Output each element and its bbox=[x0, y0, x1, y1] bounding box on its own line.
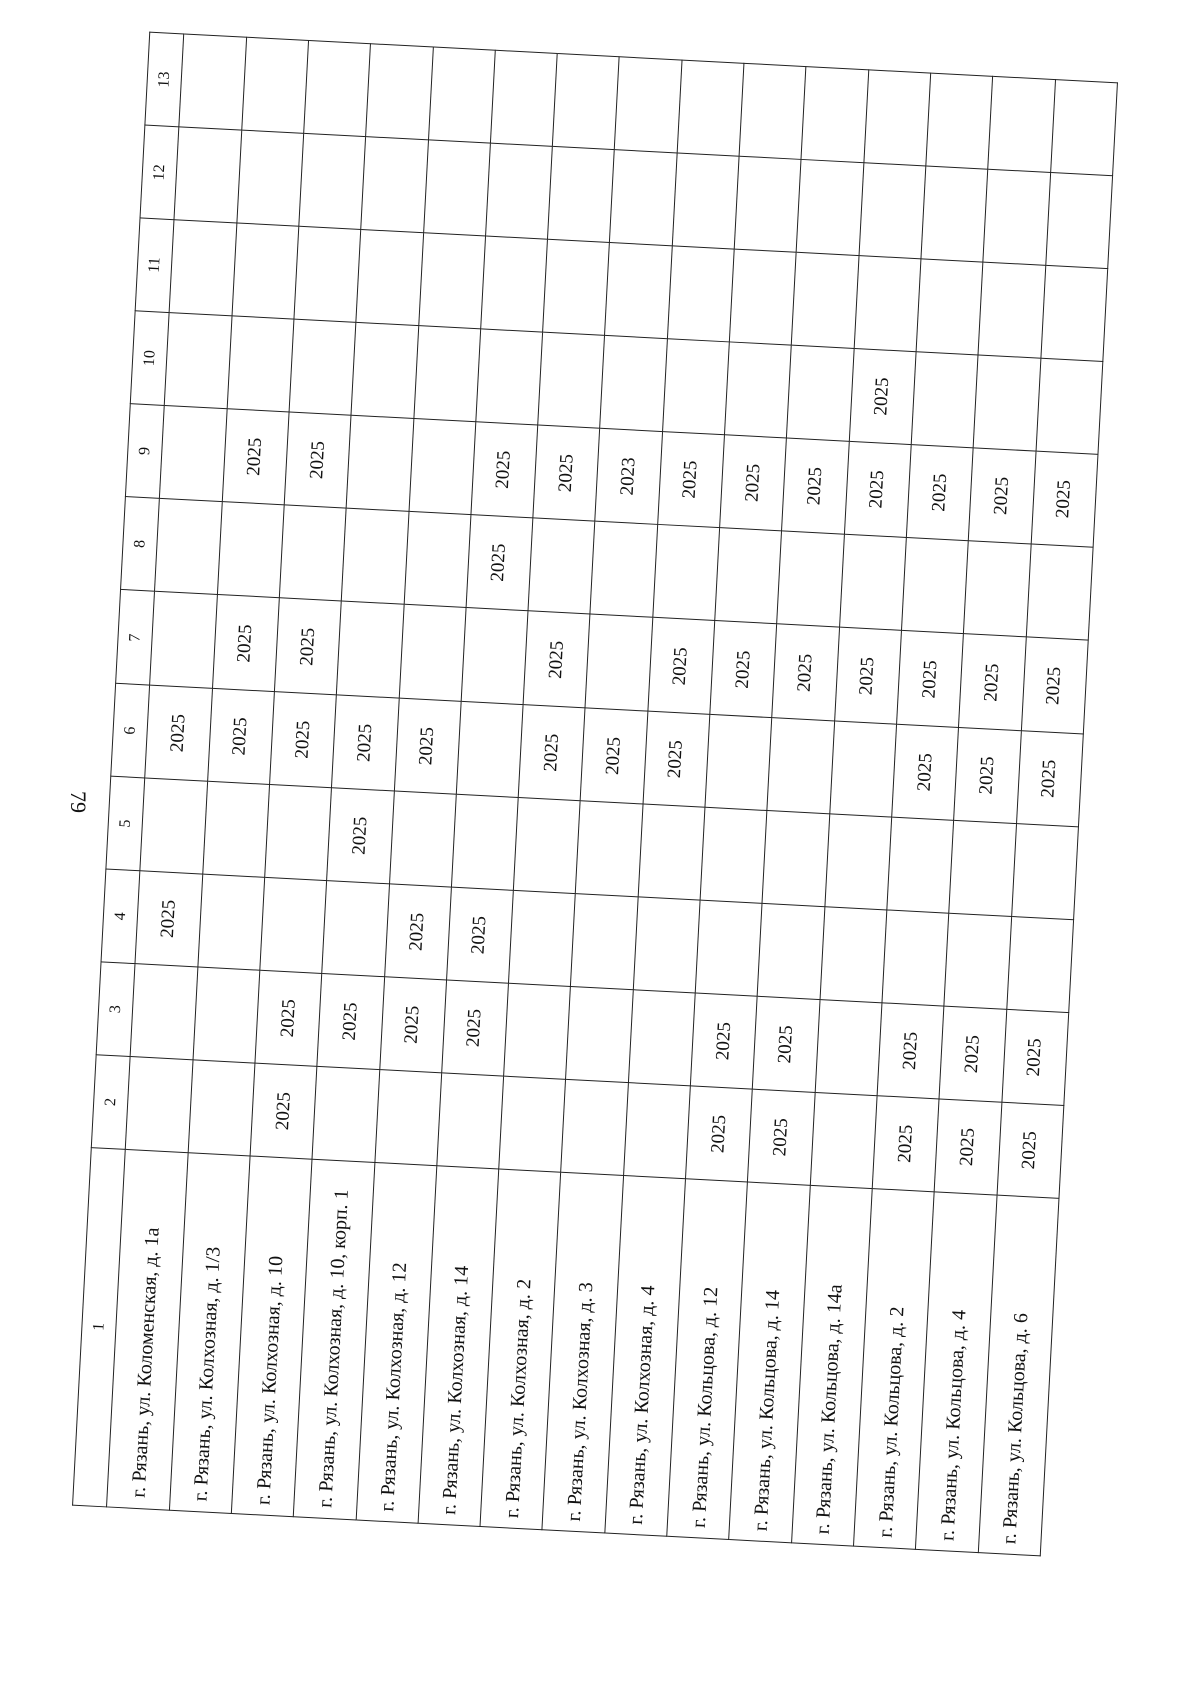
year-cell bbox=[600, 336, 667, 432]
year-cell bbox=[361, 137, 428, 233]
table-row bbox=[73, 1148, 1059, 1556]
column-header-cell bbox=[121, 497, 160, 592]
year-cell bbox=[1045, 173, 1112, 269]
address-text: г. Рязань, ул. Колхозная, д. 10 bbox=[251, 1254, 287, 1506]
year-cell bbox=[374, 1069, 441, 1165]
year-cell bbox=[571, 893, 638, 989]
year-cell bbox=[552, 54, 619, 150]
year-cell bbox=[767, 717, 834, 813]
year-cell bbox=[968, 448, 1035, 544]
year-cell bbox=[844, 442, 911, 538]
year-value: 2025 bbox=[664, 739, 688, 779]
year-cell bbox=[399, 605, 466, 701]
year-cell bbox=[212, 595, 279, 691]
year-value: 2025 bbox=[544, 639, 568, 679]
column-number: 12 bbox=[150, 164, 169, 181]
year-cell bbox=[255, 970, 322, 1066]
year-value: 2025 bbox=[960, 1034, 984, 1074]
year-value: 2025 bbox=[918, 659, 942, 699]
year-value: 2025 bbox=[602, 735, 626, 776]
year-cell bbox=[677, 60, 744, 156]
year-cell bbox=[232, 223, 299, 319]
year-cell bbox=[289, 319, 356, 415]
year-cell bbox=[872, 1096, 939, 1192]
year-cell bbox=[165, 313, 232, 409]
year-cell bbox=[615, 57, 682, 153]
year-cell bbox=[710, 621, 777, 717]
year-cell bbox=[260, 877, 327, 973]
year-cell bbox=[265, 784, 332, 880]
year-cell bbox=[997, 1102, 1064, 1198]
column-number: 8 bbox=[130, 539, 149, 549]
column-header-cell bbox=[135, 218, 174, 313]
address-text: г. Рязань, ул. Кольцова, д. 6 bbox=[998, 1312, 1033, 1545]
year-cell bbox=[887, 817, 954, 913]
address-text: г. Рязань, ул. Коломенская, д. 1а bbox=[127, 1227, 164, 1499]
year-cell bbox=[959, 634, 1026, 730]
year-cell bbox=[169, 220, 236, 316]
year-cell bbox=[126, 1056, 193, 1152]
year-cell bbox=[332, 694, 399, 790]
year-cell bbox=[274, 598, 341, 694]
year-value: 2025 bbox=[1018, 1130, 1042, 1170]
year-cell bbox=[739, 63, 806, 159]
year-cell bbox=[538, 332, 605, 428]
year-value: 2025 bbox=[353, 722, 377, 762]
year-cell bbox=[456, 701, 523, 797]
year-value: 2025 bbox=[415, 726, 439, 766]
year-cell bbox=[428, 47, 495, 143]
column-number: 6 bbox=[121, 725, 139, 735]
year-value: 2025 bbox=[554, 453, 578, 493]
year-cell bbox=[916, 259, 983, 355]
year-cell bbox=[1050, 80, 1117, 176]
year-value: 2023 bbox=[616, 457, 640, 497]
year-value: 2025 bbox=[156, 899, 180, 939]
year-cell bbox=[217, 502, 284, 598]
year-cell bbox=[227, 316, 294, 412]
year-value: 2025 bbox=[898, 1031, 922, 1071]
year-cell bbox=[404, 512, 471, 608]
year-cell bbox=[672, 153, 739, 249]
year-cell bbox=[135, 871, 202, 967]
year-cell bbox=[341, 508, 408, 604]
year-cell bbox=[690, 993, 757, 1089]
year-cell bbox=[896, 631, 963, 727]
year-cell bbox=[605, 243, 672, 339]
year-cell bbox=[983, 169, 1050, 265]
year-value: 2025 bbox=[913, 752, 937, 792]
table-container bbox=[72, 32, 1118, 1557]
year-cell bbox=[906, 445, 973, 541]
year-cell bbox=[944, 913, 1011, 1009]
column-header-cell bbox=[140, 125, 179, 220]
year-cell bbox=[729, 249, 796, 345]
year-value: 2025 bbox=[467, 915, 491, 955]
address-text: г. Рязань, ул. Кольцова, д. 2 bbox=[874, 1305, 909, 1538]
year-cell bbox=[648, 618, 715, 714]
year-value: 2025 bbox=[271, 1091, 295, 1131]
year-cell bbox=[140, 778, 207, 874]
year-value: 2025 bbox=[769, 1117, 793, 1157]
column-number: 4 bbox=[111, 911, 129, 921]
year-value: 2025 bbox=[487, 543, 511, 583]
year-cell bbox=[926, 73, 993, 169]
year-cell bbox=[446, 887, 513, 983]
year-value: 2025 bbox=[338, 1001, 362, 1041]
year-cell bbox=[351, 323, 418, 419]
year-cell bbox=[782, 438, 849, 534]
year-cell bbox=[379, 976, 446, 1072]
year-value: 2025 bbox=[1052, 479, 1076, 519]
year-cell bbox=[389, 791, 456, 887]
year-cell bbox=[509, 890, 576, 986]
year-cell bbox=[451, 794, 518, 890]
year-cell bbox=[299, 133, 366, 229]
column-header-cell bbox=[111, 683, 150, 778]
year-cell bbox=[1026, 544, 1093, 640]
year-cell bbox=[523, 611, 590, 707]
year-cell bbox=[834, 628, 901, 724]
year-value: 2025 bbox=[305, 440, 329, 480]
year-cell bbox=[1036, 358, 1103, 454]
year-cell bbox=[1006, 916, 1073, 1012]
year-cell bbox=[241, 37, 308, 133]
year-cell bbox=[810, 1092, 877, 1188]
year-cell bbox=[490, 50, 557, 146]
year-cell bbox=[815, 999, 882, 1095]
year-cell bbox=[705, 714, 772, 810]
year-cell bbox=[317, 973, 384, 1069]
year-cell bbox=[748, 1089, 815, 1185]
year-cell bbox=[792, 252, 859, 348]
year-cell bbox=[312, 1066, 379, 1162]
year-cell bbox=[901, 538, 968, 634]
year-cell bbox=[581, 707, 648, 803]
year-cell bbox=[772, 624, 839, 720]
year-cell bbox=[485, 143, 552, 239]
year-value: 2025 bbox=[166, 713, 190, 753]
year-value: 2025 bbox=[400, 1005, 424, 1045]
year-cell bbox=[504, 983, 571, 1079]
year-cell bbox=[934, 1099, 1001, 1195]
year-cell bbox=[734, 156, 801, 252]
year-value: 2025 bbox=[711, 1021, 735, 1061]
year-value: 2025 bbox=[927, 473, 951, 513]
year-cell bbox=[322, 880, 389, 976]
page-number: 79 bbox=[66, 791, 91, 813]
year-cell bbox=[155, 499, 222, 595]
year-cell bbox=[327, 787, 394, 883]
year-value: 2025 bbox=[405, 912, 429, 952]
year-cell bbox=[724, 342, 791, 438]
year-cell bbox=[695, 900, 762, 996]
year-value: 2025 bbox=[865, 470, 889, 510]
year-cell bbox=[757, 903, 824, 999]
address-text: г. Рязань, ул. Кольцова, д. 4 bbox=[936, 1308, 971, 1542]
year-cell bbox=[777, 531, 844, 627]
year-cell bbox=[150, 592, 217, 688]
year-cell bbox=[202, 781, 269, 877]
year-cell bbox=[466, 515, 533, 611]
year-value: 2025 bbox=[855, 656, 879, 696]
year-cell bbox=[423, 140, 490, 236]
year-cell bbox=[796, 160, 863, 256]
year-value: 2025 bbox=[291, 719, 315, 759]
year-value: 2025 bbox=[228, 716, 252, 756]
year-cell bbox=[179, 34, 246, 130]
column-number: 7 bbox=[126, 632, 144, 642]
year-cell bbox=[720, 435, 787, 531]
year-cell bbox=[859, 163, 926, 259]
year-value: 2025 bbox=[295, 626, 319, 666]
column-number: 1 bbox=[89, 1322, 108, 1332]
year-cell bbox=[1011, 823, 1078, 919]
year-cell bbox=[528, 518, 595, 614]
year-cell bbox=[864, 70, 931, 166]
year-cell bbox=[222, 409, 289, 505]
year-value: 2025 bbox=[774, 1024, 798, 1064]
year-cell bbox=[499, 1076, 566, 1172]
column-header-cell bbox=[145, 32, 184, 127]
year-value: 2025 bbox=[893, 1124, 917, 1164]
year-cell bbox=[250, 1063, 317, 1159]
year-value: 2025 bbox=[980, 662, 1004, 702]
year-value: 2025 bbox=[348, 815, 372, 855]
year-cell bbox=[839, 535, 906, 631]
year-cell bbox=[270, 691, 337, 787]
year-cell bbox=[653, 525, 720, 621]
year-cell bbox=[686, 1086, 753, 1182]
year-cell bbox=[356, 230, 423, 326]
year-value: 2025 bbox=[1042, 665, 1066, 705]
column-number: 3 bbox=[106, 1004, 124, 1014]
year-cell bbox=[973, 355, 1040, 451]
year-cell bbox=[346, 416, 413, 512]
address-text: г. Рязань, ул. Кольцова, д. 14а bbox=[811, 1283, 847, 1535]
column-number: 9 bbox=[135, 446, 154, 456]
year-cell bbox=[284, 412, 351, 508]
year-cell bbox=[877, 1003, 944, 1099]
year-value: 2025 bbox=[803, 466, 827, 506]
year-value: 2025 bbox=[463, 1008, 487, 1048]
year-value: 2025 bbox=[669, 646, 693, 686]
year-cell bbox=[939, 1006, 1006, 1102]
year-cell bbox=[481, 236, 548, 332]
year-cell bbox=[237, 130, 304, 226]
year-cell bbox=[988, 76, 1055, 172]
year-cell bbox=[461, 608, 528, 704]
address-text: г. Рязань, ул. Колхозная, д. 3 bbox=[563, 1281, 598, 1522]
year-cell bbox=[279, 505, 346, 601]
year-cell bbox=[1016, 730, 1083, 826]
year-cell bbox=[337, 601, 404, 697]
year-cell bbox=[304, 40, 371, 136]
year-cell bbox=[1040, 265, 1107, 361]
column-number: 10 bbox=[140, 349, 159, 367]
year-cell bbox=[174, 127, 241, 223]
column-header-cell bbox=[130, 311, 169, 406]
year-cell bbox=[638, 804, 705, 900]
year-cell bbox=[1021, 637, 1088, 733]
year-cell bbox=[610, 150, 677, 246]
year-cell bbox=[978, 262, 1045, 358]
year-cell bbox=[193, 967, 260, 1063]
year-cell bbox=[882, 910, 949, 1006]
year-cell bbox=[954, 727, 1021, 823]
column-number: 2 bbox=[101, 1097, 120, 1107]
year-cell bbox=[548, 146, 615, 242]
address-text: г. Рязань, ул. Колхозная, д. 1/3 bbox=[189, 1246, 226, 1502]
year-cell bbox=[566, 986, 633, 1082]
year-cell bbox=[921, 166, 988, 262]
year-value: 2025 bbox=[975, 755, 999, 795]
address-text: г. Рязань, ул. Колхозная, д. 2 bbox=[500, 1278, 536, 1519]
address-text: г. Рязань, ул. Колхозная, д. 14 bbox=[438, 1264, 474, 1515]
year-cell bbox=[911, 352, 978, 448]
year-cell bbox=[787, 345, 854, 441]
year-cell bbox=[667, 246, 734, 342]
year-cell bbox=[207, 688, 274, 784]
year-cell bbox=[409, 419, 476, 515]
year-cell bbox=[662, 339, 729, 435]
year-value: 2025 bbox=[707, 1114, 731, 1154]
year-cell bbox=[576, 800, 643, 896]
year-value: 2025 bbox=[492, 450, 516, 490]
year-cell bbox=[130, 963, 197, 1059]
year-cell bbox=[471, 422, 538, 518]
year-cell bbox=[1031, 451, 1098, 547]
year-cell bbox=[595, 429, 662, 525]
year-cell bbox=[418, 233, 485, 329]
year-cell bbox=[518, 704, 585, 800]
year-cell bbox=[160, 406, 227, 502]
year-cell bbox=[198, 874, 265, 970]
year-cell bbox=[628, 990, 695, 1086]
column-header-cell bbox=[96, 962, 135, 1057]
year-cell bbox=[366, 44, 433, 140]
address-text: г. Рязань, ул. Колхозная, д. 10, корп. 1 bbox=[314, 1188, 353, 1509]
year-value: 2025 bbox=[243, 437, 267, 477]
year-value: 2025 bbox=[741, 463, 765, 503]
year-cell bbox=[820, 906, 887, 1002]
address-text: г. Рязань, ул. Колхозная, д. 12 bbox=[376, 1261, 412, 1512]
year-cell bbox=[413, 326, 480, 422]
year-cell bbox=[700, 807, 767, 903]
year-cell bbox=[188, 1060, 255, 1156]
year-cell bbox=[949, 820, 1016, 916]
column-header-cell bbox=[125, 404, 164, 499]
year-value: 2025 bbox=[955, 1127, 979, 1167]
year-cell bbox=[513, 797, 580, 893]
column-number: 5 bbox=[116, 818, 134, 828]
year-value: 2025 bbox=[793, 652, 817, 692]
year-cell bbox=[437, 1073, 504, 1169]
column-header-cell bbox=[116, 590, 155, 685]
column-number: 11 bbox=[145, 257, 164, 274]
data-table bbox=[72, 32, 1118, 1557]
year-cell bbox=[643, 711, 710, 807]
year-cell bbox=[801, 67, 868, 163]
year-cell bbox=[715, 528, 782, 624]
year-cell bbox=[825, 813, 892, 909]
year-cell bbox=[442, 980, 509, 1076]
year-cell bbox=[849, 349, 916, 445]
year-cell bbox=[384, 884, 451, 980]
year-cell bbox=[753, 996, 820, 1092]
year-cell bbox=[829, 720, 896, 816]
year-value: 2025 bbox=[276, 998, 300, 1038]
year-cell bbox=[533, 425, 600, 521]
year-cell bbox=[145, 685, 212, 781]
year-cell bbox=[476, 329, 543, 425]
year-value: 2025 bbox=[678, 460, 702, 500]
year-cell bbox=[633, 897, 700, 993]
column-header-cell bbox=[91, 1055, 130, 1150]
year-value: 2025 bbox=[1037, 758, 1061, 798]
year-cell bbox=[543, 239, 610, 335]
year-value: 2025 bbox=[233, 623, 257, 663]
year-value: 2025 bbox=[539, 732, 563, 772]
year-cell bbox=[1001, 1009, 1068, 1105]
address-text: г. Рязань, ул. Кольцова, д. 12 bbox=[687, 1285, 723, 1528]
year-cell bbox=[590, 522, 657, 618]
column-header-cell bbox=[106, 776, 145, 871]
column-header-cell bbox=[101, 869, 140, 964]
year-cell bbox=[854, 256, 921, 352]
year-cell bbox=[657, 432, 724, 528]
year-cell bbox=[561, 1079, 628, 1175]
year-value: 2025 bbox=[990, 476, 1013, 516]
year-cell bbox=[964, 541, 1031, 637]
year-cell bbox=[762, 810, 829, 906]
address-text: г. Рязань, ул. Кольцова, д. 14 bbox=[749, 1289, 785, 1532]
year-cell bbox=[585, 614, 652, 710]
column-number: 13 bbox=[155, 71, 173, 88]
year-cell bbox=[892, 724, 959, 820]
year-cell bbox=[294, 226, 361, 322]
year-cell bbox=[394, 698, 461, 794]
address-text: г. Рязань, ул. Колхозная, д. 4 bbox=[625, 1284, 660, 1525]
year-value: 2025 bbox=[870, 377, 894, 417]
year-cell bbox=[623, 1082, 690, 1178]
year-value: 2025 bbox=[1023, 1037, 1047, 1077]
year-value: 2025 bbox=[731, 649, 755, 689]
